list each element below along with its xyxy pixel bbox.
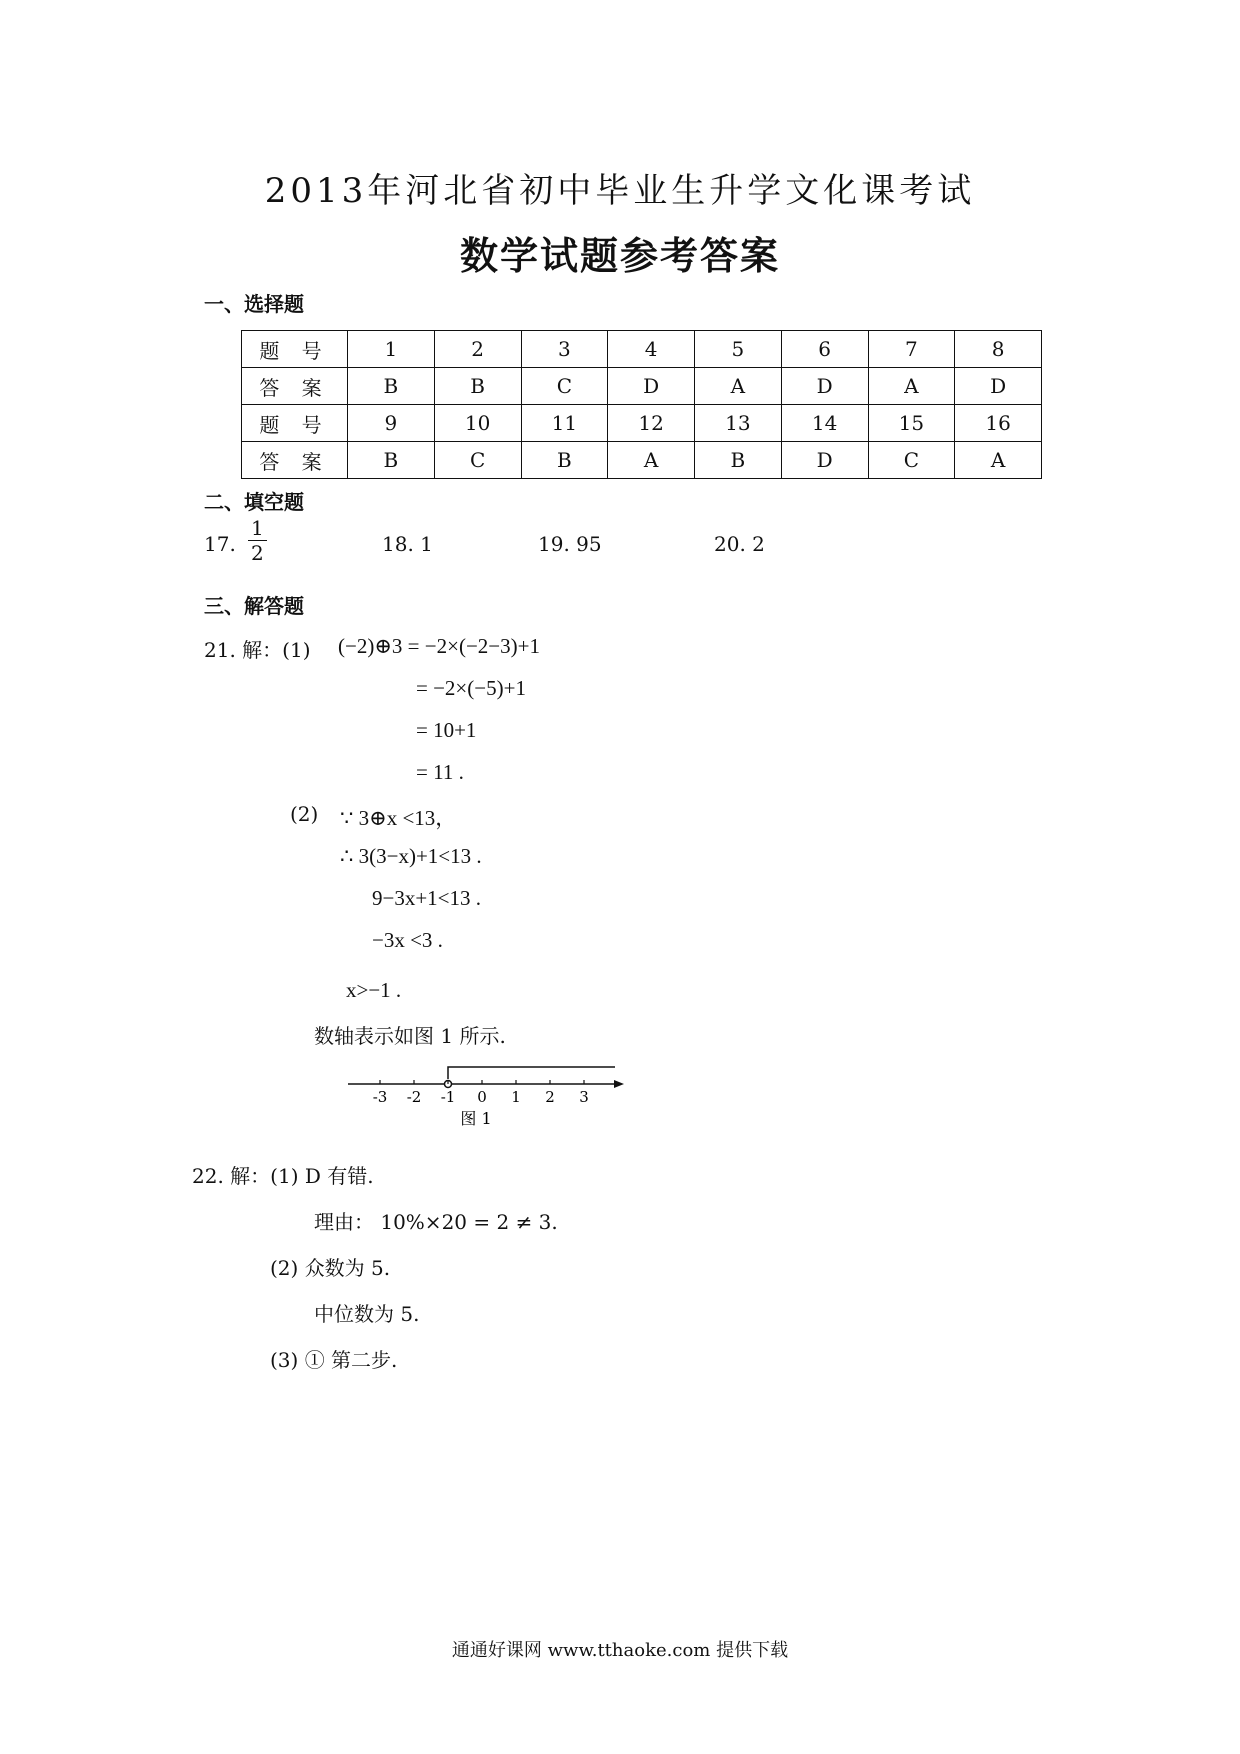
q21-ineq-4: −3x <3 . bbox=[372, 928, 443, 952]
q22-median: 中位数为 5. bbox=[314, 1302, 420, 1326]
q17-numerator: 1 bbox=[248, 516, 267, 541]
table-row bbox=[242, 442, 1042, 479]
table-row bbox=[242, 368, 1042, 405]
question-number-cell: 2 bbox=[434, 331, 521, 368]
question-number-cell: 6 bbox=[781, 331, 868, 368]
q17-denominator: 2 bbox=[251, 541, 264, 565]
q21-step-3: = 10+1 bbox=[416, 718, 477, 742]
question-number-cell: 16 bbox=[955, 405, 1042, 442]
numberline-note: 数轴表示如图 1 所示. bbox=[314, 1024, 506, 1048]
question-number-cell: 13 bbox=[695, 405, 782, 442]
answer-table bbox=[241, 330, 1042, 479]
answer-cell: B bbox=[521, 442, 608, 479]
answer-cell: C bbox=[434, 442, 521, 479]
question-number-cell: 8 bbox=[955, 331, 1042, 368]
answer-cell: A bbox=[608, 442, 695, 479]
number-line-tick-label: -1 bbox=[440, 1088, 456, 1106]
question-number-header: 题 号 bbox=[242, 331, 348, 368]
figure-caption: 图 1 bbox=[460, 1109, 492, 1128]
q21-ineq-2: ∴ 3(3−x)+1<13 . bbox=[340, 844, 482, 868]
q21-part2-label: (2) bbox=[290, 802, 319, 826]
answer-cell: A bbox=[695, 368, 782, 405]
q20-answer: 20. 2 bbox=[714, 532, 765, 556]
q22-part2: (2) 众数为 5. bbox=[270, 1256, 391, 1280]
section-choice-heading: 一、选择题 bbox=[204, 292, 304, 316]
q22-reason: 理由： 10%×20 = 2 ≠ 3. bbox=[314, 1210, 558, 1234]
number-line-figure bbox=[340, 1058, 630, 1130]
number-line-tick-label: 0 bbox=[477, 1088, 487, 1106]
q21-step-1: (−2)⊕3 = −2×(−2−3)+1 bbox=[338, 634, 540, 658]
answer-cell: D bbox=[955, 368, 1042, 405]
answer-cell: A bbox=[955, 442, 1042, 479]
question-number-cell: 7 bbox=[868, 331, 955, 368]
section-fill-heading: 二、填空题 bbox=[204, 490, 304, 514]
answer-cell: D bbox=[781, 368, 868, 405]
q22-label: 22. 解：(1) D 有错. bbox=[192, 1164, 374, 1188]
question-number-cell: 14 bbox=[781, 405, 868, 442]
footer-source: 通通好课网 www.tthaoke.com 提供下载 bbox=[451, 1640, 789, 1661]
number-line-arrow bbox=[614, 1080, 624, 1088]
document-subtitle: 数学试题参考答案 bbox=[459, 234, 780, 278]
q21-label: 21. 解：(1) bbox=[204, 638, 311, 662]
number-line-tick-label: -3 bbox=[372, 1088, 388, 1106]
q21-step-4: = 11 . bbox=[416, 760, 464, 784]
question-number-cell: 1 bbox=[348, 331, 435, 368]
table-row bbox=[242, 405, 1042, 442]
question-number-cell: 10 bbox=[434, 405, 521, 442]
number-line-tick-label: 3 bbox=[579, 1088, 589, 1106]
section-solve-heading: 三、解答题 bbox=[204, 594, 304, 618]
question-number-cell: 11 bbox=[521, 405, 608, 442]
number-line-tick-label: 2 bbox=[545, 1088, 555, 1106]
answer-cell: B bbox=[695, 442, 782, 479]
q21-ineq-3: 9−3x+1<13 . bbox=[372, 886, 482, 910]
table-row bbox=[242, 331, 1042, 368]
q21-ineq-5: x>−1 . bbox=[346, 978, 402, 1002]
q22-part3: (3) ① 第二步. bbox=[270, 1348, 398, 1372]
answer-cell: B bbox=[348, 442, 435, 479]
question-number-cell: 5 bbox=[695, 331, 782, 368]
question-number-cell: 12 bbox=[608, 405, 695, 442]
answer-header: 答 案 bbox=[242, 442, 348, 479]
number-line-tick-label: 1 bbox=[511, 1088, 521, 1106]
question-number-cell: 4 bbox=[608, 331, 695, 368]
question-number-cell: 15 bbox=[868, 405, 955, 442]
answer-cell: D bbox=[608, 368, 695, 405]
q17-label: 17. bbox=[204, 532, 236, 556]
q21-ineq-1: ∵ 3⊕x <13， bbox=[340, 806, 457, 830]
answer-cell: D bbox=[781, 442, 868, 479]
answer-cell: B bbox=[348, 368, 435, 405]
answer-header: 答 案 bbox=[242, 368, 348, 405]
number-line-tick-label: -2 bbox=[406, 1088, 422, 1106]
answer-cell: C bbox=[868, 442, 955, 479]
answer-cell: C bbox=[521, 368, 608, 405]
q19-answer: 19. 95 bbox=[538, 532, 602, 556]
question-number-header: 题 号 bbox=[242, 405, 348, 442]
answer-cell: A bbox=[868, 368, 955, 405]
question-number-cell: 9 bbox=[348, 405, 435, 442]
question-number-cell: 3 bbox=[521, 331, 608, 368]
q17-fraction bbox=[248, 516, 267, 565]
q21-step-2: = −2×(−5)+1 bbox=[416, 676, 526, 700]
answer-cell: B bbox=[434, 368, 521, 405]
q18-answer: 18. 1 bbox=[382, 532, 433, 556]
document-title: 2013年河北省初中毕业生升学文化课考试 bbox=[264, 171, 976, 211]
solution-ray bbox=[448, 1067, 615, 1079]
